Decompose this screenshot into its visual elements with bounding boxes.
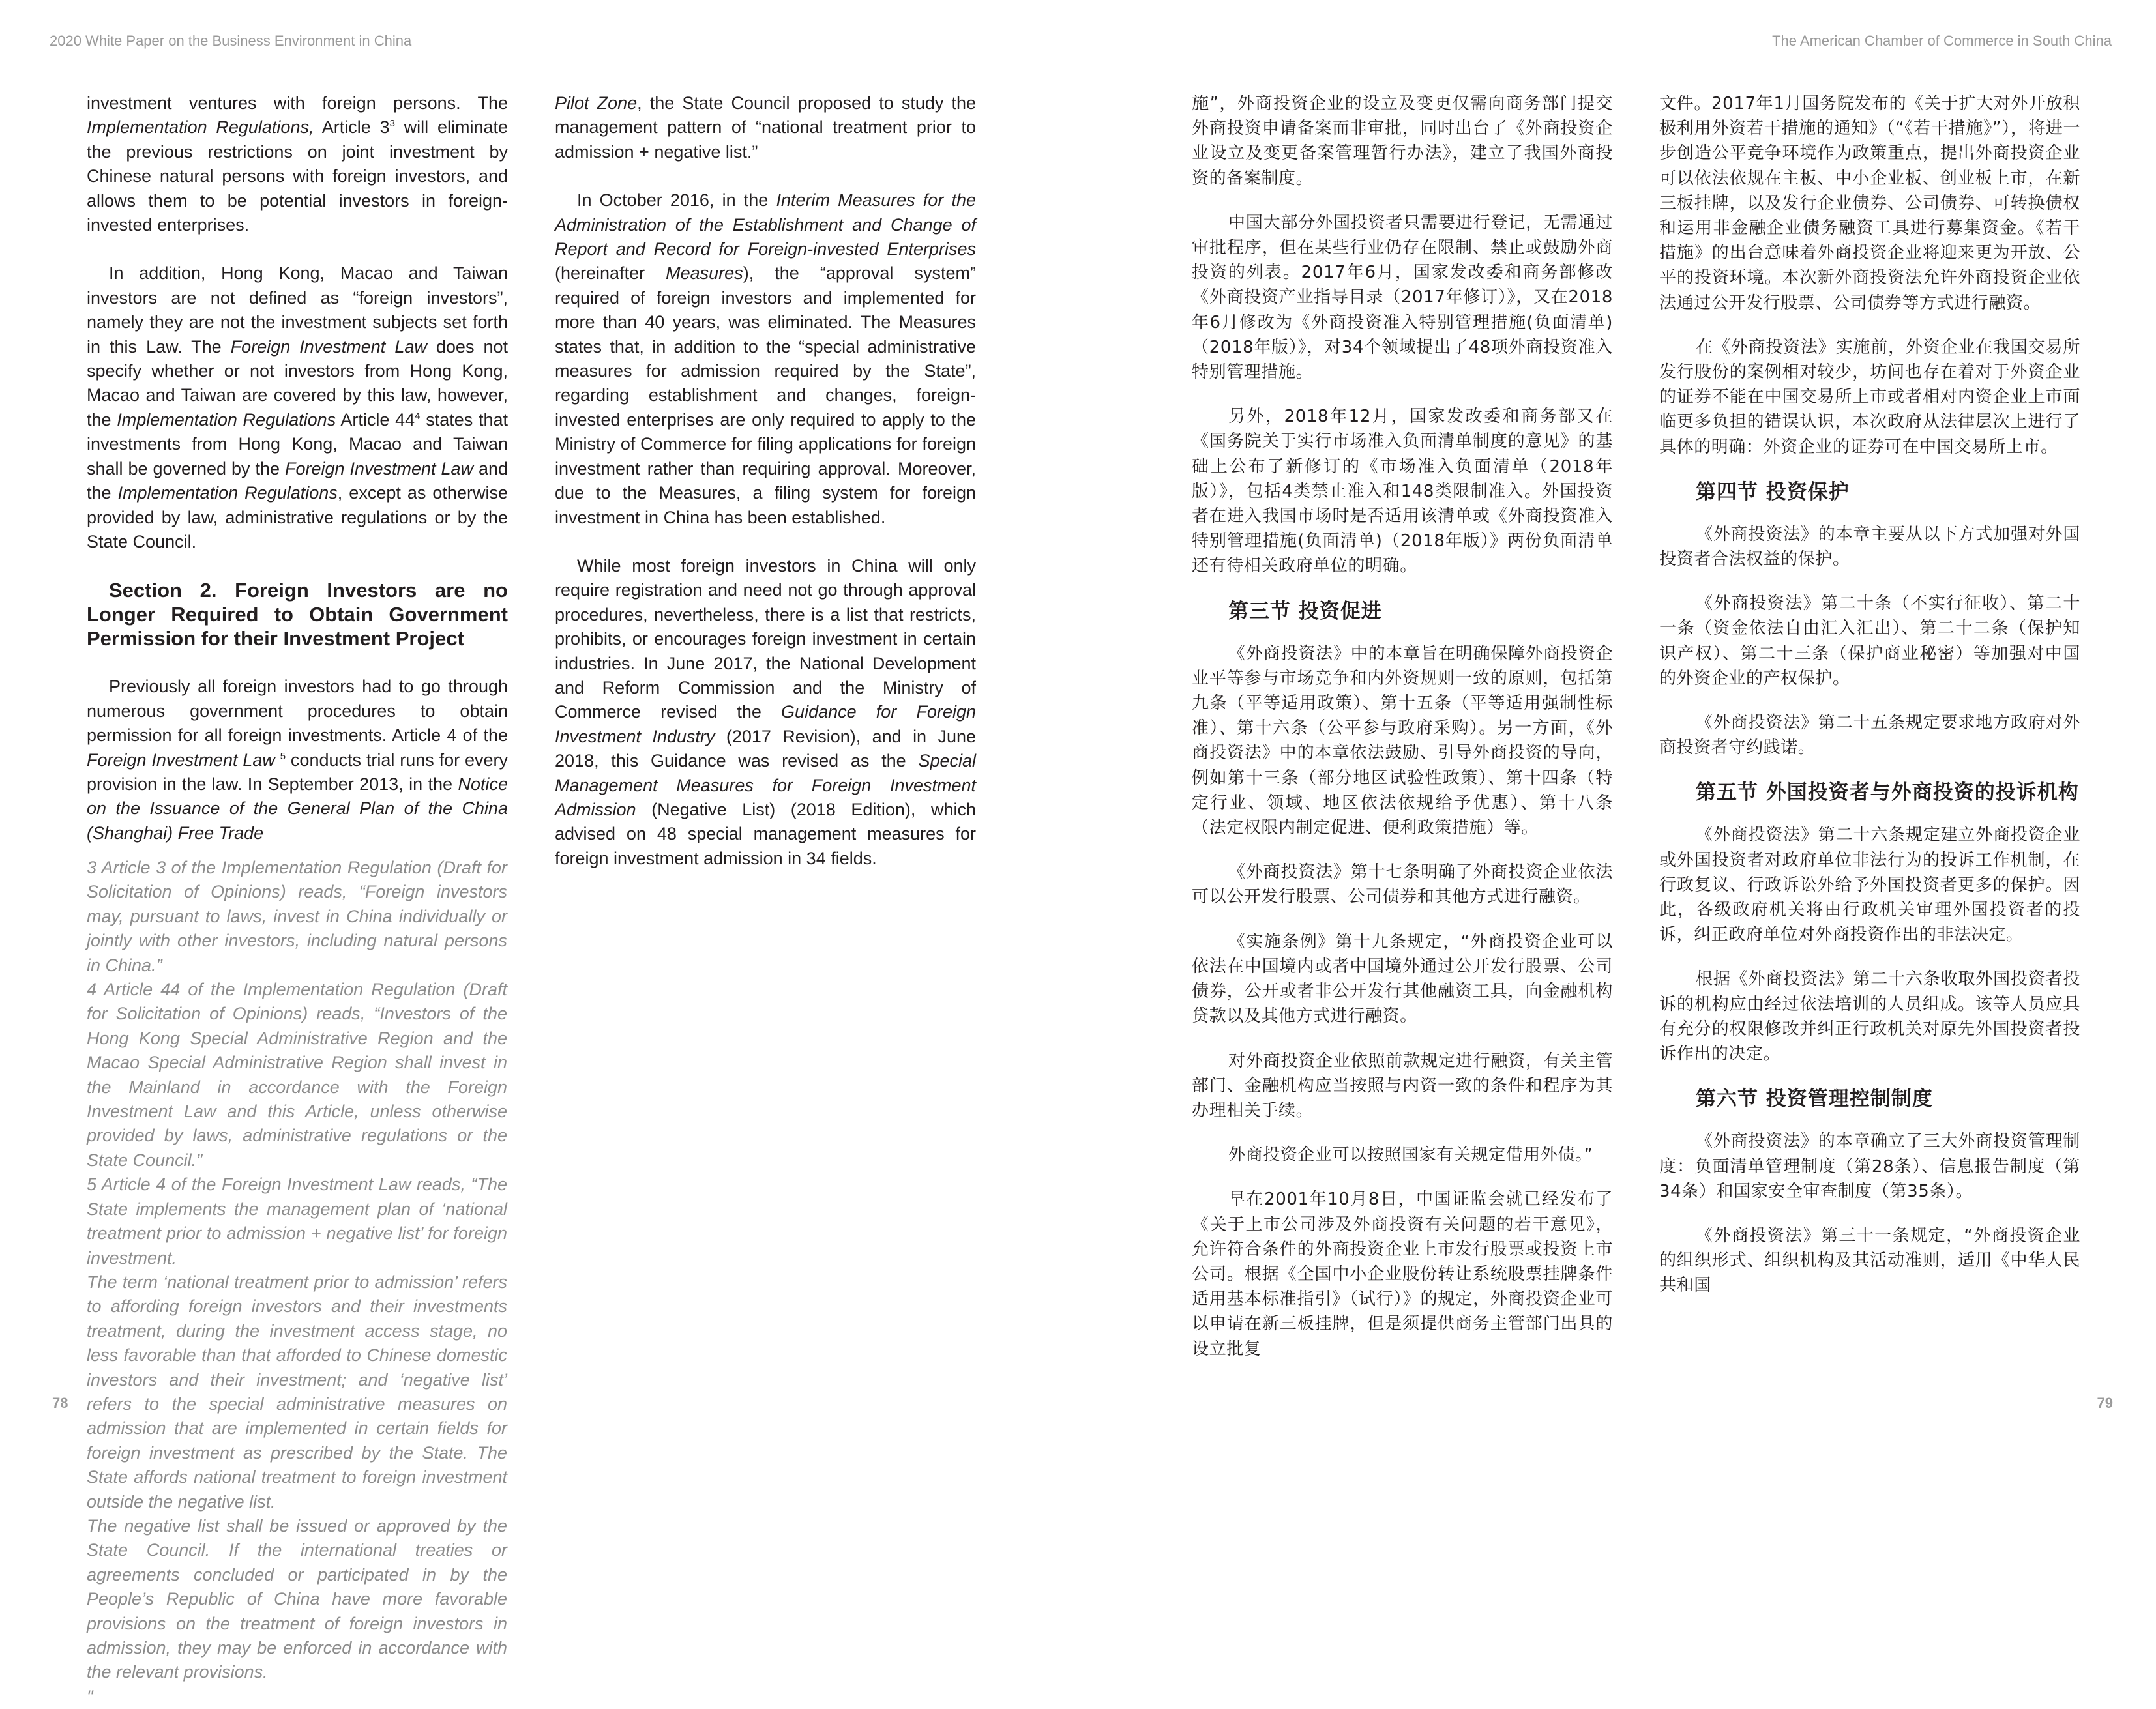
text-run: Previously all foreign investors had to go through numerous government procedures to obtain permission for all foreign investments. Article 4 of the <box>87 677 508 746</box>
column-1-body <box>87 91 508 853</box>
body-paragraph <box>555 91 976 164</box>
body-paragraph: 《外商投资法》第二十五条规定要求地方政府对外商投资者守约践诺。 <box>1659 713 2080 758</box>
italic-title-text: Measures <box>666 263 743 284</box>
body-paragraph: 另外，2018年12月，国家发改委和商务部又在《国务院关于实行市场准入负面清单制度的意见》的基础上公布了新修订的《市场准入负面清单（2018年版）》，包括4类禁止准入和148类限制准入。外国投资者在进入我国市场时是否适用该清单或《外商投资准入特别管理措施(负面清单)（2018年版）》两份负面清单还有待相关政府单位的明确。 <box>1192 407 1613 576</box>
running-header-left: 2020 White Paper on the Business Environment in China <box>50 33 412 49</box>
text-run: (2017 Revision), and in June 2018, this Guidance was revised as the <box>555 726 976 771</box>
body-paragraph <box>555 554 976 871</box>
italic-title-text: Implementation Regulations <box>117 483 338 503</box>
body-paragraph: 《外商投资法》中的本章旨在明确保障外商投资企业平等参与市场竞争和内外资规则一致的原则，包括第九条（平等适用政策）、第十五条（平等适用强制性标准）、第十六条（公平参与政府采购）。另一方面，《外商投资法》中的本章依法鼓励、引导外商投资的导向，例如第十三条（部分地区试验性政策）、第十四条（特定行业、领域、地区依法依规给予优惠）、第十八条（法定权限内制定促进、便利政策措施）等。 <box>1192 643 1613 838</box>
text-run: ), the “approval system” required of foreign investors and implemented for more than 40 years, was eliminated. The Measures states that, in addition to the “special administrative measures for admission required by the State”, regarding establishment and changes, foreign-invested enterprises are only required to apply to the Ministry of Commerce for filing applications for foreign investment rather than requiring approval. Moreover, due to the Measures, a filing system for foreign investment in China has been established. <box>555 263 977 527</box>
footnote: The negative list shall be issued or approved by the State Council. If the international treaties or agreements concluded or participated in by the People’s Republic of China have more favorable provisions on the treatment of foreign investors in admission, they may be enforced in accordance with the relevant provisions. <box>87 1515 507 1682</box>
text-run: does not specify whether or not investors from Hong Kong, Macao and Taiwan are covered by this law, however, the <box>87 336 508 430</box>
text-run: Article 44 <box>336 409 415 430</box>
column-1-paragraphs <box>87 91 508 554</box>
section-heading: 第五节 外国投资者与外商投资的投诉机构 <box>1696 781 2079 805</box>
section-heading: 第四节 投资保护 <box>1696 480 1850 504</box>
italic-title-text: Guidance for Foreign Investment Industry <box>555 702 976 746</box>
body-paragraph: 《外商投资法》第二十条（不实行征收）、第二十一条（资金依法自由汇入汇出）、第二十二条（保护知识产权）、第二十三条（保护商业秘密）等加强对中国的外资企业的产权保护。 <box>1659 594 2080 688</box>
body-paragraph: 《外商投资法》第十七条明确了外商投资企业依法可以公开发行股票、公司债券和其他方式进行融资。 <box>1192 862 1613 907</box>
text-run: investment ventures with foreign persons. The <box>87 93 508 113</box>
text-run: Article 3 <box>314 117 390 138</box>
body-paragraph: 在《外商投资法》实施前，外资企业在我国交易所发行股份的案例相对较少，坊间也存在着对于外资企业的证券不能在中国交易所上市或者相对内资企业上市面临更多负担的错误认识，本次政府从法律层次上进行了具体的明确：外资企业的证券可在中国交易所上市。 <box>1659 337 2080 457</box>
text-run <box>275 750 280 770</box>
body-paragraph: 《外商投资法》的本章确立了三大外商投资管理制度：负面清单管理制度（第28条）、信息报告制度（第34条）和国家安全审查制度（第35条）。 <box>1659 1132 2080 1201</box>
italic-title-text: Foreign Investment Law <box>87 750 275 770</box>
running-header-right: The American Chamber of Commerce in South China <box>1772 33 2112 49</box>
italic-title-text: Foreign Investment Law <box>284 458 473 478</box>
text-run: In October 2016, in the <box>577 190 776 211</box>
body-paragraph: 《外商投资法》第三十一条规定，“外商投资企业的组织形式、组织机构及其活动准则，适用《中华人民共和国 <box>1659 1225 2080 1296</box>
footnote-reference: 4 <box>415 410 421 422</box>
footnote: 5 Article 4 of the Foreign Investment Law reads, “The State implements the management plan of ‘national treatment prior to admission + negative list’ for foreign investment. <box>87 1175 507 1268</box>
body-paragraph <box>555 188 976 530</box>
body-paragraph: 文件。2017年1月国务院发布的《关于扩大对外开放积极利用外资若干措施的通知》（“《若干措施》”），将进一步创造公平竞争环境作为政策重点，提出外商投资企业可以依法依规在主板、中小企业板、创业板上市，在新三板挂牌，以及发行企业债券、公司债券、可转换债权和运用非金融企业债务融资工具进行募集资金。《若干措施》的出台意味着外商投资企业将迎来更为开放、公平的投资环境。本次新外商投资法允许外商投资企业依法通过公开发行股票、公司债券等方式进行融资。 <box>1659 94 2080 313</box>
footnote: The term ‘national treatment prior to admission’ refers to affording foreign investors and their investments treatment, during the investment access stage, no less favorable than that afforded to Chinese domestic investors and their investment; and ‘negative list’ refers to the special administrative measures on admission that are implemented in certain fields for foreign investment as prescribed by the State. The State affords national treatment to foreign investment outside the negative list. <box>87 1272 507 1512</box>
page-79-column-1 <box>1192 91 1613 1381</box>
italic-title-text: Implementation Regulations, <box>87 117 314 138</box>
body-paragraph: 根据《外商投资法》第二十六条收取外国投资者投诉的机构应由经过依法培训的人员组成。该等人员应具有充分的权限修改并纠正行政机关对原先外国投资者投诉作出的决定。 <box>1659 969 2080 1064</box>
page-number-right: 79 <box>2097 1395 2113 1411</box>
body-paragraph: 施”，外商投资企业的设立及变更仅需向商务部门提交外商投资申请备案而非审批，同时出台了《外商投资企业设立及变更备案管理暂行办法》，建立了我国外商投资的备案制度。 <box>1192 94 1613 188</box>
footnote-reference: 5 <box>280 750 286 762</box>
page-number-left: 78 <box>52 1395 68 1411</box>
text-run: will eliminate the previous restrictions on joint investment by Chinese natural persons with foreign investors, and allows them to be potential investors in foreign-invested enterprises. <box>87 117 508 235</box>
footnote-reference: 3 <box>389 118 395 130</box>
page-78-column-1 <box>87 91 508 1709</box>
section-heading: 第六节 投资管理控制制度 <box>1696 1087 1933 1111</box>
text-run: In addition, Hong Kong, Macao and Taiwan investors are not defined as “foreign investors”, namely they are not the investment subjects set forth in this Law. The <box>87 263 508 357</box>
column-1-paragraphs-after <box>87 675 508 845</box>
italic-title-text: Notice on the Issuance of the General Plan of the China (Shanghai) Free Trade <box>87 774 508 843</box>
body-paragraph <box>87 261 508 554</box>
body-paragraph: 中国大部分外国投资者只需要进行登记，无需通过审批程序，但在某些行业仍存在限制、禁止或鼓励外商投资的列表。2017年6月，国家发改委和商务部修改《外商投资产业指导目录（2017年修订）》，又在2018年6月修改为《外商投资准入特别管理措施(负面清单)（2018年版）》，对34个领域提出了48项外商投资准入特别管理措施。 <box>1192 212 1613 383</box>
body-paragraph: 《实施条例》第十九条规定，“外商投资企业可以依法在中国境内或者中国境外通过公开发行股票、公司债券，公开或者非公开发行其他融资工具，向金融机构贷款以及其他方式进行融资。 <box>1192 931 1613 1027</box>
body-paragraph: 《外商投资法》的本章主要从以下方式加强对外国投资者合法权益的保护。 <box>1659 524 2080 570</box>
body-paragraph: 早在2001年10月8日，中国证监会就已经发布了《关于上市公司涉及外商投资有关问题的若干意见》，允许符合条件的外商投资企业上市发行股票或投资上市公司。根据《全国中小企业股份转让系统股票挂牌条件适用基本标准指引》（试行）》的规定，外商投资企业可以申请在新三板挂牌，但是须提供商务主管部门出具的设立批复 <box>1192 1190 1613 1359</box>
text-run: While most foreign investors in China will only require registration and need not go through approval procedures, nevertheless, there is a list that restricts, prohibits, or encourages foreign investment in certain industries. In June 2017, the National Development and Reform Commission and the Ministry of Commerce revised the <box>555 555 976 722</box>
column-2-paragraphs <box>555 91 976 871</box>
text-run: (Negative List) (2018 Edition), which advised on 48 special management measures for foreign investment admission in 34 fields. <box>555 799 976 868</box>
text-run: (hereinafter <box>555 263 666 284</box>
footnotes <box>87 856 507 1709</box>
body-paragraph: 外商投资企业可以按照国家有关规定借用外债。” <box>1228 1145 1593 1165</box>
text-run: and the <box>87 458 508 503</box>
italic-title-text: Implementation Regulations <box>117 409 336 430</box>
footnote: " <box>87 1686 93 1706</box>
body-paragraph <box>87 675 508 845</box>
body-paragraph: 对外商投资企业依照前款规定进行融资，有关主管部门、金融机构应当按照与内资一致的条件和程序为其办理相关手续。 <box>1192 1051 1613 1120</box>
body-paragraph <box>87 91 508 237</box>
body-paragraph: 《外商投资法》第二十六条规定建立外商投资企业或外国投资者对政府单位非法行为的投诉工作机制，在行政复议、行政诉讼外给予外国投资者更多的保护。因此，各级政府机关将由行政机关审理外国投资者的投诉，纠正政府单位对外商投资作出的非法决定。 <box>1659 825 2080 945</box>
italic-title-text: Interim Measures for the Administration of the Establishment and Change of Report and Record for Foreign-invested Enterprises <box>555 190 976 259</box>
text-run: , the State Council proposed to study the management pattern of “national treatment prior to admission + negative list.” <box>555 93 976 162</box>
page-79-column-2 <box>1659 91 2080 1318</box>
section-heading: 第三节 投资促进 <box>1228 599 1382 623</box>
text-run: states that investments from Hong Kong, Macao and Taiwan shall be governed by the <box>87 409 508 478</box>
footnote: 4 Article 44 of the Implementation Regulation (Draft for Solicitation of Opinions) reads, “Investors of the Hong Kong Special Administrative Region and the Macao Special Administrative Region shall invest in the Mainland in accordance with the Foreign Investment Law and this Article, unless otherwise provided by laws, administrative regulations or the State Council.” <box>87 980 507 1170</box>
page-78-column-2 <box>555 91 976 895</box>
text-run: , except as otherwise provided by law, administrative regulations or by the State Council. <box>87 483 508 551</box>
italic-title-text: Pilot Zone <box>555 93 638 113</box>
section-2-heading: Section 2. Foreign Investors are no Longer Required to Obtain Government Permission for their Investment Project <box>87 579 508 650</box>
italic-title-text: Foreign Investment Law <box>230 336 427 357</box>
italic-title-text: Special Management Measures for Foreign Investment Admission <box>555 751 976 819</box>
footnote: 3 Article 3 of the Implementation Regulation (Draft for Solicitation of Opinions) reads, “Foreign investors may, pursuant to laws, invest in China individually or jointly with other investors, including natural persons in China.” <box>87 858 507 975</box>
text-run: conducts trial runs for every provision in the law. In September 2013, in the <box>87 750 508 794</box>
